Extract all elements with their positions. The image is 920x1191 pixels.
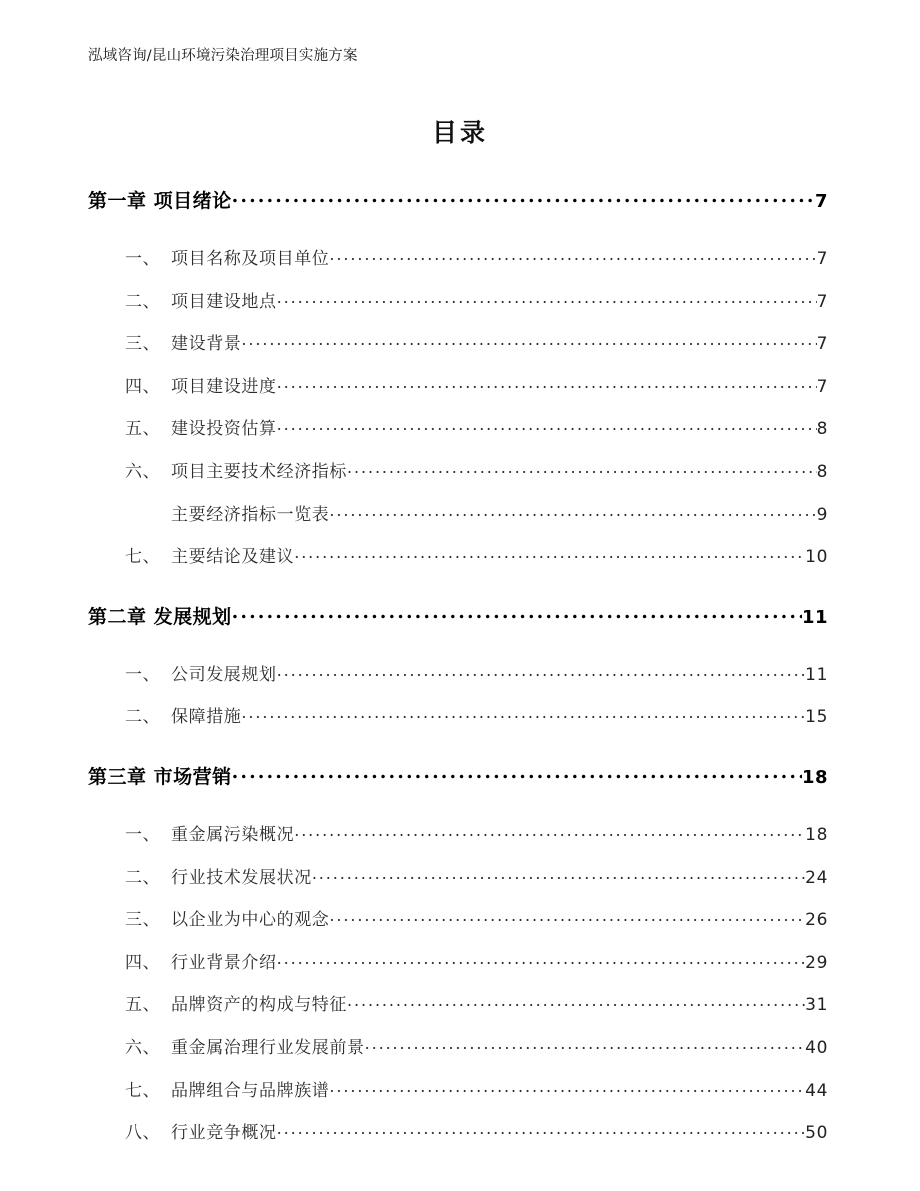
toc-section-row[interactable] (88, 284, 828, 327)
page-title: 目录 (431, 118, 488, 147)
toc-entry-label: 项目名称及项目单位 (171, 249, 330, 269)
toc-number-label-spacer (147, 766, 154, 788)
toc-page-number: 15 (805, 707, 828, 728)
toc-dot-leader (232, 188, 815, 207)
toc-page-number: 40 (805, 1037, 828, 1058)
toc-dot-leader (329, 1079, 805, 1096)
toc-dot-leader (294, 545, 805, 562)
toc-page-number: 10 (805, 547, 828, 568)
toc-entry-number: 一、 (125, 249, 161, 269)
document-running-header: 泓域咨询/昆山环境污染治理项目实施方案 (88, 48, 358, 64)
toc-section-row[interactable] (88, 1115, 828, 1158)
toc-entry-label: 行业技术发展状况 (171, 867, 312, 888)
toc-entry-number: 七、 (125, 547, 161, 568)
toc-section-row[interactable] (88, 539, 828, 582)
toc-page-number: 8 (816, 419, 828, 440)
toc-section-row[interactable] (88, 945, 828, 988)
toc-dot-leader (277, 1121, 806, 1138)
toc-page-number: 44 (805, 1080, 828, 1101)
toc-section-row[interactable] (88, 497, 828, 540)
toc-page-number: 50 (805, 1123, 828, 1144)
toc-entry-label: 行业背景介绍 (171, 952, 277, 973)
toc-section-row[interactable] (88, 699, 828, 742)
toc-entry-number: 七、 (125, 1080, 161, 1101)
toc-entry-number: 第二章 (88, 605, 147, 628)
toc-page-number: 7 (814, 191, 828, 212)
toc-entry-number: 二、 (125, 867, 161, 888)
toc-dot-leader (365, 1036, 806, 1053)
toc-dot-leader (312, 866, 805, 883)
toc-number-label-spacer (147, 606, 154, 628)
toc-entry-label: 品牌组合与品牌族谱 (171, 1080, 330, 1101)
toc-page-number: 11 (805, 664, 828, 685)
toc-entry-label: 发展规划 (153, 605, 232, 628)
toc-page-number: 7 (816, 249, 828, 269)
toc-dot-leader (329, 247, 816, 264)
toc-dot-leader (241, 332, 816, 349)
toc-entry-number: 三、 (125, 910, 161, 931)
toc-dot-leader (347, 460, 817, 477)
toc-entry-number: 一、 (125, 824, 161, 845)
toc-entry-label: 重金属治理行业发展前景 (171, 1037, 365, 1058)
toc-dot-leader (232, 764, 802, 783)
toc-dot-leader (241, 705, 805, 722)
toc-number-label-spacer (147, 190, 154, 212)
toc-entry-label: 主要经济指标一览表 (171, 504, 330, 525)
toc-page-number: 29 (805, 952, 828, 973)
toc-entry-label: 项目主要技术经济指标 (171, 461, 347, 482)
toc-dot-leader (329, 908, 805, 925)
toc-dot-leader (347, 993, 805, 1010)
toc-dot-leader (277, 290, 817, 307)
toc-entry-number: 八、 (125, 1123, 161, 1144)
toc-page-number: 31 (805, 995, 828, 1016)
toc-dot-leader (277, 417, 817, 434)
toc-entry-number: 六、 (125, 461, 161, 482)
toc-entry-label: 主要结论及建议 (171, 547, 295, 568)
toc-entry-number: 二、 (125, 707, 161, 728)
toc-section-row[interactable] (88, 1073, 828, 1116)
toc-entry-label: 项目建设进度 (171, 376, 277, 397)
toc-page-number: 26 (805, 910, 828, 931)
toc-dot-leader (329, 503, 816, 520)
toc-entry-number: 一、 (125, 664, 161, 685)
toc-dot-leader (277, 951, 806, 968)
toc-page-number: 7 (816, 291, 828, 312)
toc-entry-number: 四、 (125, 952, 161, 973)
toc-entry-label: 重金属污染概况 (171, 824, 295, 845)
toc-chapter-row[interactable] (88, 758, 828, 804)
toc-entry-number: 六、 (125, 1037, 161, 1058)
toc-entry-label: 保障措施 (171, 707, 242, 728)
table-of-contents (88, 182, 828, 1158)
toc-dot-leader (294, 823, 805, 840)
toc-page-number: 8 (816, 461, 828, 482)
toc-entry-label: 以企业为中心的观念 (171, 910, 330, 931)
toc-page-number: 9 (816, 504, 828, 525)
toc-page-number: 11 (801, 606, 828, 628)
toc-entry-label: 项目建设地点 (171, 291, 277, 312)
toc-page-number: 7 (816, 376, 828, 397)
toc-entry-label: 公司发展规划 (171, 664, 277, 685)
toc-entry-label: 建设投资估算 (171, 419, 277, 440)
toc-section-row[interactable] (88, 902, 828, 945)
toc-entry-number: 二、 (125, 291, 161, 312)
toc-entry-label: 市场营销 (153, 765, 232, 788)
toc-page-number: 7 (816, 334, 828, 355)
toc-section-row[interactable] (88, 860, 828, 903)
toc-entry-number: 四、 (125, 376, 161, 397)
toc-entry-number: 第三章 (88, 765, 147, 788)
toc-dot-leader (277, 375, 817, 392)
toc-entry-number: 五、 (125, 419, 161, 440)
toc-chapter-row[interactable] (88, 182, 828, 228)
toc-entry-label: 行业竞争概况 (171, 1123, 277, 1144)
toc-section-row[interactable] (88, 369, 828, 412)
toc-dot-leader (232, 604, 802, 623)
toc-section-row[interactable] (88, 454, 828, 497)
toc-page-number: 24 (805, 867, 828, 888)
toc-page-number: 18 (805, 824, 828, 845)
toc-section-row[interactable] (88, 241, 828, 284)
toc-entry-label: 品牌资产的构成与特征 (171, 995, 347, 1016)
toc-section-row[interactable] (88, 987, 828, 1030)
toc-entry-number: 三、 (125, 334, 161, 355)
toc-section-row[interactable] (88, 1030, 828, 1073)
toc-section-row[interactable] (88, 817, 828, 860)
toc-entry-label: 项目绪论 (153, 190, 232, 212)
toc-dot-leader (277, 663, 806, 680)
toc-entry-number: 第一章 (88, 190, 147, 212)
toc-entry-number: 五、 (125, 995, 161, 1016)
toc-section-row[interactable] (88, 411, 828, 454)
toc-page-number: 18 (801, 766, 828, 788)
toc-entry-label: 建设背景 (171, 334, 242, 355)
toc-section-row[interactable] (88, 326, 828, 369)
toc-section-row[interactable] (88, 657, 828, 700)
toc-chapter-row[interactable] (88, 598, 828, 644)
